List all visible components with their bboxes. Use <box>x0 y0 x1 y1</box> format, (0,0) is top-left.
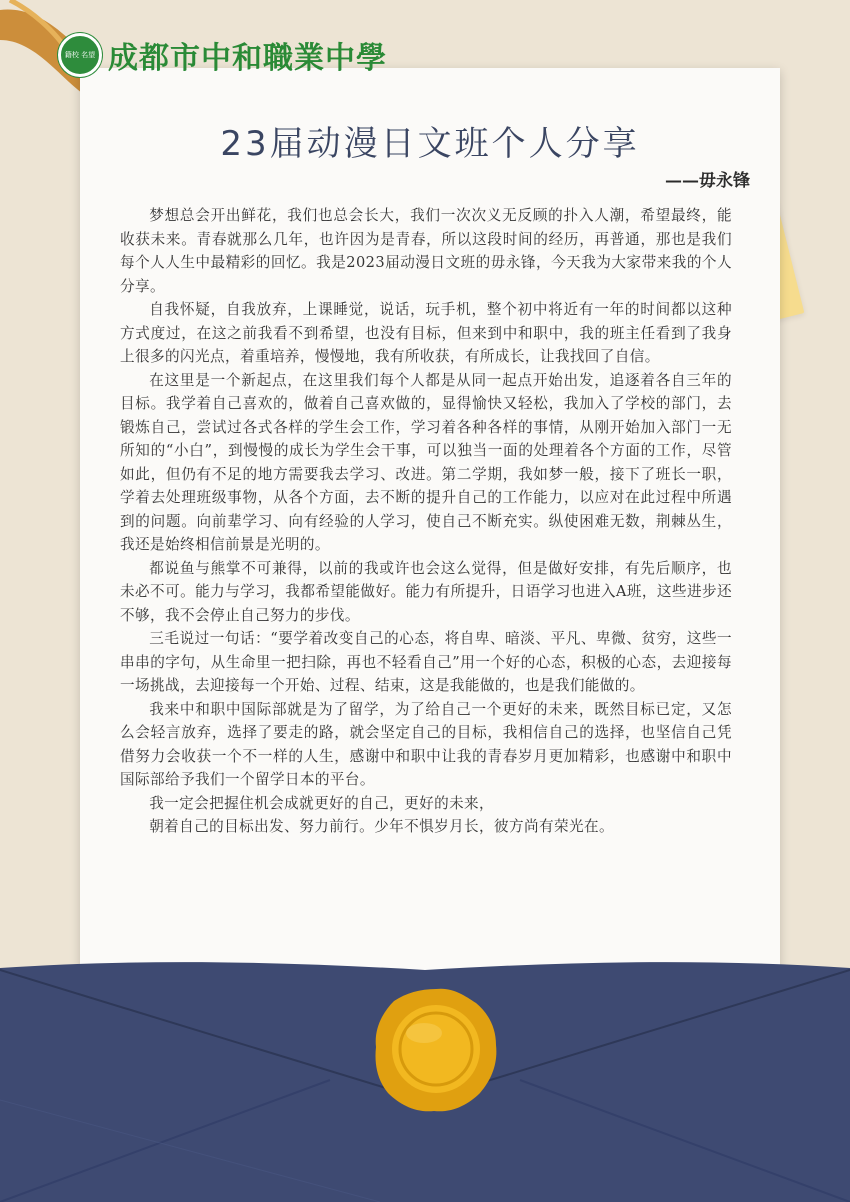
wax-seal-icon <box>372 985 500 1115</box>
school-name: 成都市中和職業中學 <box>108 41 387 76</box>
paragraph: 我一定会把握住机会成就更好的自己，更好的未来， <box>149 794 495 812</box>
paragraph: 朝着自己的目标出发、努力前行。少年不惧岁月长，彼方尚有荣光在。 <box>149 818 614 835</box>
paragraph: 我来中和职中国际部就是为了留学，为了给自己一个更好的未来，既然目标已定，又怎么会轻言放弃，选择了要走的路，就会坚定自己的目标，我相信自己的选择，也坚信自己凭借努力会收获一个不一样的人生，感谢中和职中让我的青春岁月更加精彩，也感谢中和职中国际部给予我们一个留学日本的平台。 <box>120 700 732 788</box>
paragraph: 三毛说过一句话：“要学着改变自己的心态，将自卑、暗淡、平凡、卑微、贫穷，这些一串串的字句，从生命里一把扫除，再也不轻看自己”用一个好的心态，积极的心态，去迎接每一场挑战，去迎接每一个开始、过程、结束，这是我能做的，也是我们能做的。 <box>120 630 732 694</box>
paragraph: 都说鱼与熊掌不可兼得，以前的我或许也会这么觉得，但是做好安排，有先后顺序，也未必不可。能力与学习，我都希望能做好。能力有所提升，日语学习也进入A班，这些进步还不够，我不会停止自己努力的步伐。 <box>120 559 732 624</box>
paragraph: 自我怀疑，自我放弃，上课睡觉，说话，玩手机，整个初中将近有一年的时间都以这种方式度过，在这之前我看不到希望，也没有目标，但来到中和职中，我的班主任看到了我身上很多的闪光点，着重培养，慢慢地，我有所收获，有所成长，让我找回了自信。 <box>120 301 732 365</box>
school-header <box>58 32 387 78</box>
school-logo-text: 籍校 名望 <box>64 51 96 59</box>
paragraph: 在这里是一个新起点，在这里我们每个人都是从同一起点开始出发，追逐着各自三年的目标。我学着自己喜欢的，做着自己喜欢做的，显得愉快又轻松，我加入了学校的部门，去锻炼自己，尝试过各式各样的学生会工作，学习着各种各样的事情，从刚开始加入部门一无所知的“小白”，到慢慢的成长为学生会干事，可以独当一面的处理着各个方面的工作，尽管如此，但仍有不足的地方需要我去学习、改进。第二学期，我如梦一般，接下了班长一职，学着去处理班级事物，从各个方面，去不断的提升自己的工作能力，以应对在此过程中所遇到的问题。向前辈学习、向有经验的人学习，使自己不断充实。纵使困难无数，荆棘丛生，我还是始终相信前景是光明的。 <box>120 371 732 553</box>
paragraph: 梦想总会开出鲜花，我们也总会长大，我们一次次义无反顾的扑入人潮，希望最终，能收获未来。青春就那么几年，也许因为是青春，所以这段时间的经历，再普通，那也是我们每个人人生中最精彩的回忆。我是2023届动漫日文班的毋永锋，今天我为大家带来我的个人分享。 <box>120 207 732 295</box>
school-logo <box>58 33 102 77</box>
document-author: ——毋永锋 <box>665 171 750 191</box>
document-title: 23届动漫日文班个人分享 <box>220 124 640 164</box>
document-body <box>120 204 732 839</box>
